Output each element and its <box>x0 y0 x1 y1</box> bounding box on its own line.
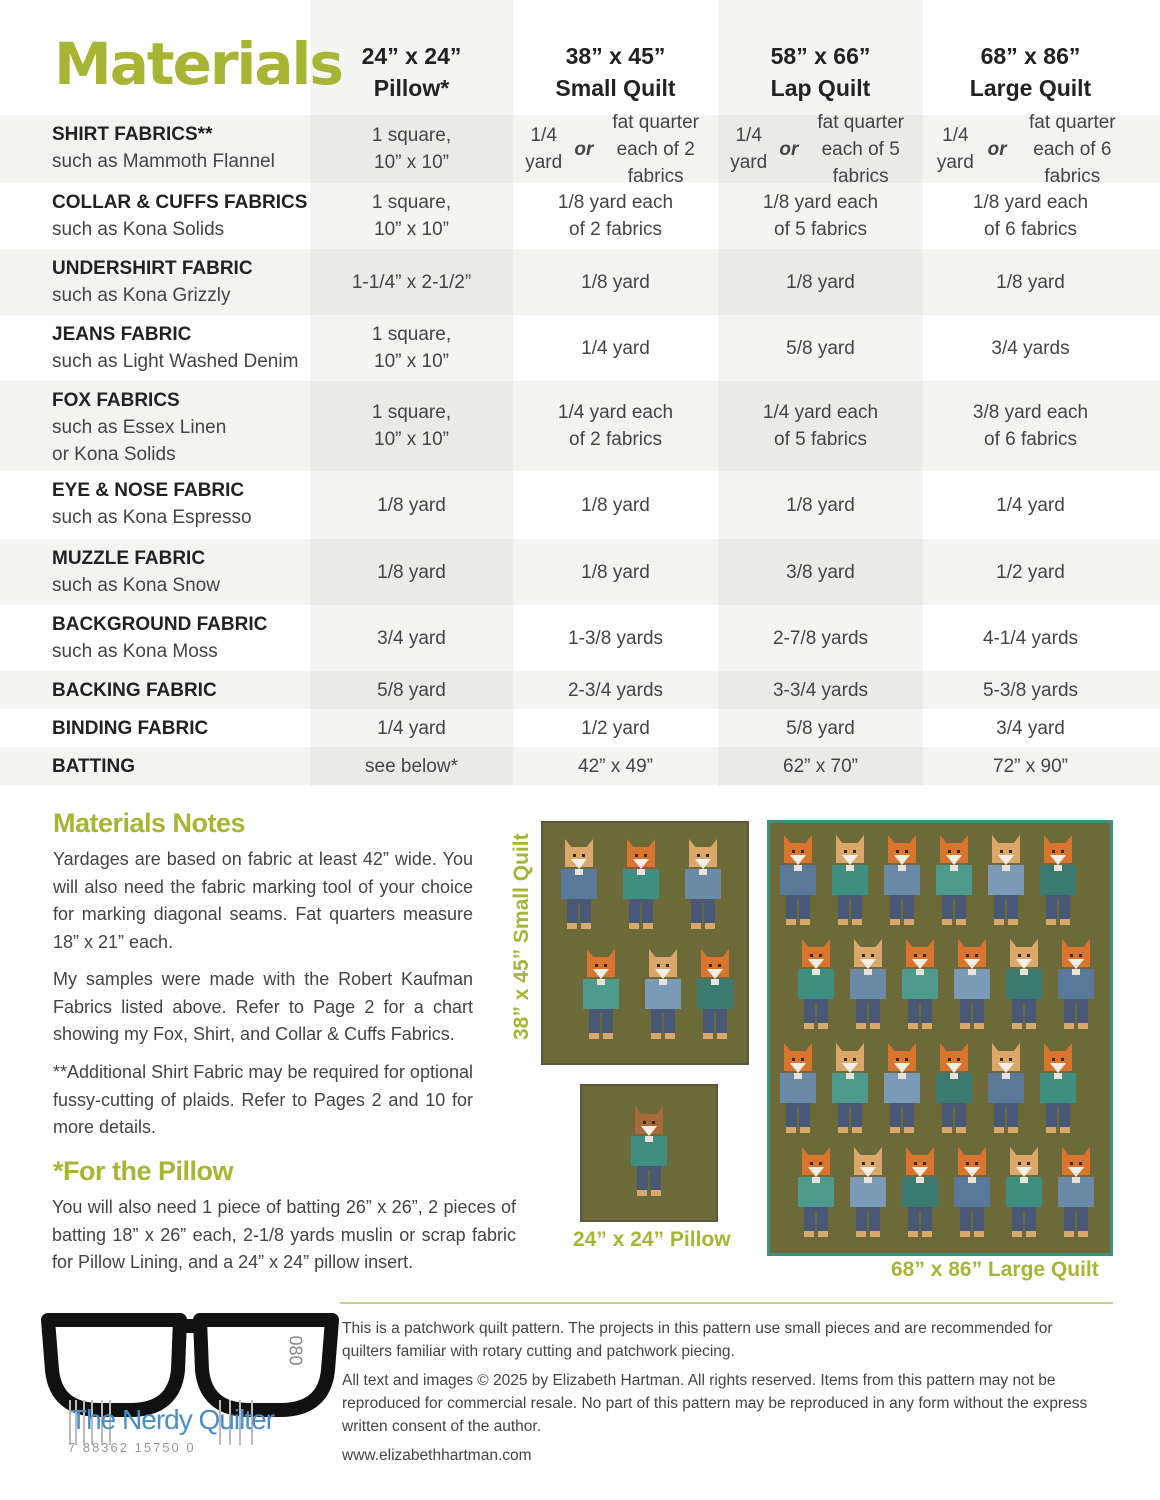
table-row <box>0 671 1160 709</box>
fabric-example: such as Essex Linen or Kona Solids <box>52 417 227 465</box>
row-label <box>52 189 307 243</box>
barcode-number: 7 88362 15750 0 <box>68 1440 196 1455</box>
cell-small-quilt: 1/4 yard or fat quarter each of 2 fabrics <box>525 111 699 187</box>
table-row <box>0 249 1160 315</box>
cell-pillow: 1/8 yard <box>377 561 446 583</box>
fabric-name: COLLAR & CUFFS FABRICS <box>52 192 308 213</box>
fabric-name: MUZZLE FABRIC <box>52 548 206 569</box>
cell-lap-quilt: 3/8 yard <box>786 561 855 583</box>
fox-block-icon <box>1056 937 1096 1032</box>
cell-large-quilt: 3/4 yard <box>996 717 1065 739</box>
fabric-name: EYE & NOSE FABRIC <box>52 480 245 501</box>
table-row <box>0 539 1160 605</box>
cell-pillow: 1/8 yard <box>377 494 446 516</box>
large-quilt-caption: 68” x 86” Large Quilt <box>891 1258 1099 1281</box>
pillow-image <box>580 1084 718 1222</box>
row-label <box>52 121 275 175</box>
table-row <box>0 471 1160 539</box>
notes-paragraph-3: **Additional Shirt Fabric may be required for optional fussy-cutting of plaids. Refer to Pages 2 and 10 for more details. <box>53 1062 473 1137</box>
row-label <box>52 611 267 665</box>
fox-block-icon <box>882 1041 922 1136</box>
cell-large-quilt: 1/8 yard each of 6 fabrics <box>972 192 1089 240</box>
fox-block-icon <box>1038 833 1078 928</box>
table-row <box>0 111 1160 187</box>
fabric-name: BACKING FABRIC <box>52 680 217 701</box>
cell-small-quilt: 1/2 yard <box>581 717 650 739</box>
fabric-example: such as Kona Grizzly <box>52 285 231 306</box>
fox-block-icon <box>848 1145 888 1240</box>
table-row <box>0 709 1160 747</box>
fox-block-icon <box>643 947 683 1042</box>
fox-block-icon <box>900 937 940 1032</box>
footer-website: www.elizabethhartman.com <box>342 1447 532 1464</box>
fabric-example: such as Mammoth Flannel <box>52 151 275 172</box>
cell-lap-quilt: 1/4 yard or fat quarter each of 5 fabrics <box>730 111 904 187</box>
fabric-example: such as Kona Moss <box>52 641 218 662</box>
cell-lap-quilt: 62” x 70” <box>783 755 858 777</box>
fox-block-icon <box>1038 1041 1078 1136</box>
cell-pillow: 5/8 yard <box>377 679 446 701</box>
cell-large-quilt: 3/4 yards <box>991 337 1070 359</box>
cell-pillow: 1-1/4” x 2-1/2” <box>351 271 472 293</box>
glasses-logo-icon <box>40 1310 340 1460</box>
fox-block-icon <box>629 1104 669 1199</box>
pillow-caption: 24” x 24” Pillow <box>573 1228 731 1251</box>
fox-block-icon <box>581 947 621 1042</box>
fabric-name: JEANS FABRIC <box>52 324 192 345</box>
notes-paragraph-2: My samples were made with the Robert Kaufman Fabrics listed above. Refer to Page 2 for a chart showing my Fox, Shirt, and Collar & Cuffs Fabrics. <box>53 969 473 1044</box>
row-label <box>52 387 226 468</box>
table-row <box>0 381 1160 471</box>
cell-pillow: 1/4 yard <box>377 717 446 739</box>
row-label <box>52 477 252 531</box>
footer-skill-note: This is a patchwork quilt pattern. The projects in this pattern use small pieces and are recommended for quilters familiar with rotary cutting and patchwork piecing. <box>342 1320 1053 1360</box>
fox-block-icon <box>1056 1145 1096 1240</box>
row-label <box>52 255 253 309</box>
cell-small-quilt: 1/8 yard <box>581 271 650 293</box>
fox-block-icon <box>934 833 974 928</box>
cell-lap-quilt: 5/8 yard <box>786 717 855 739</box>
fox-block-icon <box>796 937 836 1032</box>
small-quilt-caption: 38” x 45” Small Quilt <box>510 833 533 1040</box>
fox-block-icon <box>952 937 992 1032</box>
cell-small-quilt: 1/8 yard <box>581 494 650 516</box>
table-row <box>0 315 1160 381</box>
footer-divider <box>340 1302 1113 1304</box>
cell-large-quilt: 5-3/8 yards <box>982 679 1079 701</box>
cell-small-quilt: 1/8 yard each of 2 fabrics <box>557 192 674 240</box>
column-header-pillow: 24” x 24” Pillow* <box>361 43 462 101</box>
cell-lap-quilt: 5/8 yard <box>786 337 855 359</box>
cell-small-quilt: 2-3/4 yards <box>567 679 664 701</box>
fox-block-icon <box>683 837 723 932</box>
large-quilt-image <box>767 820 1113 1256</box>
fox-block-icon <box>882 833 922 928</box>
row-label <box>52 715 208 742</box>
cell-lap-quilt: 1/8 yard <box>786 271 855 293</box>
fox-block-icon <box>934 1041 974 1136</box>
fabric-name: BATTING <box>52 756 136 777</box>
row-label <box>52 753 135 780</box>
fox-block-icon <box>952 1145 992 1240</box>
cell-pillow: 1 square, 10” x 10” <box>371 324 452 372</box>
fox-block-icon <box>900 1145 940 1240</box>
cell-pillow: see below* <box>365 755 458 777</box>
pillow-text: You will also need 1 piece of batting 26” x 26”, 2 pieces of batting 18” x 26” each, 2-1/8 yards muslin or scrap fabric for Pillow Lining, and a 24” x 24” pillow insert. <box>52 1197 516 1272</box>
column-header-large-quilt: 68” x 86” Large Quilt <box>969 43 1092 101</box>
cell-large-quilt: 4-1/4 yards <box>982 627 1079 649</box>
cell-small-quilt: 1/4 yard each of 2 fabrics <box>557 402 674 450</box>
fabric-name: BINDING FABRIC <box>52 718 209 739</box>
fox-block-icon <box>778 833 818 928</box>
cell-lap-quilt: 1/4 yard each of 5 fabrics <box>762 402 879 450</box>
cell-large-quilt: 1/4 yard <box>996 494 1065 516</box>
cell-pillow: 1 square, 10” x 10” <box>371 402 452 450</box>
pillow-heading: *For the Pillow <box>53 1156 234 1186</box>
notes-paragraph-1: Yardages are based on fabric at least 42” wide. You will also need the fabric marking tool of your choice for marking diagonal seams. Fat quarters measure 18” x 21” each. <box>53 849 473 952</box>
row-label <box>52 545 220 599</box>
fox-block-icon <box>559 837 599 932</box>
row-label <box>52 677 217 704</box>
fabric-name: UNDERSHIRT FABRIC <box>52 258 253 279</box>
column-header-lap-quilt: 58” x 66” Lap Quilt <box>770 43 871 101</box>
barcode-code: 080 <box>285 1335 306 1366</box>
small-quilt-image <box>541 821 749 1065</box>
page-title: Materials <box>54 30 342 98</box>
fox-block-icon <box>1004 937 1044 1032</box>
cell-lap-quilt: 1/8 yard <box>786 494 855 516</box>
fox-block-icon <box>1004 1145 1044 1240</box>
cell-pillow: 1 square, 10” x 10” <box>371 192 452 240</box>
cell-pillow: 3/4 yard <box>377 627 446 649</box>
footer-copyright: All text and images © 2025 by Elizabeth Hartman. All rights reserved. Items from this pattern may not be reproduced for commercial resale. No part of this pattern may be reproduced in any form without the express written consent of the author. <box>342 1372 1088 1435</box>
fox-block-icon <box>796 1145 836 1240</box>
cell-small-quilt: 42” x 49” <box>578 755 653 777</box>
fox-block-icon <box>986 833 1026 928</box>
cell-lap-quilt: 3-3/4 yards <box>772 679 869 701</box>
table-row <box>0 183 1160 249</box>
fabric-name: SHIRT FABRICS** <box>52 124 213 145</box>
fox-block-icon <box>778 1041 818 1136</box>
fox-block-icon <box>695 947 735 1042</box>
fox-block-icon <box>830 833 870 928</box>
fox-block-icon <box>986 1041 1026 1136</box>
cell-large-quilt: 3/8 yard each of 6 fabrics <box>972 402 1089 450</box>
cell-small-quilt: 1-3/8 yards <box>567 627 664 649</box>
fox-block-icon <box>848 937 888 1032</box>
row-label <box>52 321 298 375</box>
cell-lap-quilt: 2-7/8 yards <box>772 627 869 649</box>
fabric-name: BACKGROUND FABRIC <box>52 614 268 635</box>
cell-pillow: 1 square, 10” x 10” <box>371 125 452 173</box>
fabric-example: such as Kona Espresso <box>52 507 252 528</box>
fabric-example: such as Light Washed Denim <box>52 351 299 372</box>
fabric-name: FOX FABRICS <box>52 390 180 411</box>
cell-large-quilt: 1/8 yard <box>996 271 1065 293</box>
table-row <box>0 747 1160 785</box>
cell-small-quilt: 1/4 yard <box>581 337 650 359</box>
fabric-example: such as Kona Solids <box>52 219 225 240</box>
cell-large-quilt: 72” x 90” <box>993 755 1068 777</box>
fabric-example: such as Kona Snow <box>52 575 220 596</box>
table-row <box>0 605 1160 671</box>
cell-large-quilt: 1/4 yard or fat quarter each of 6 fabrics <box>936 111 1116 187</box>
cell-large-quilt: 1/2 yard <box>996 561 1065 583</box>
cell-lap-quilt: 1/8 yard each of 5 fabrics <box>762 192 879 240</box>
fox-block-icon <box>621 837 661 932</box>
notes-heading: Materials Notes <box>53 808 246 838</box>
cell-small-quilt: 1/8 yard <box>581 561 650 583</box>
column-header-small-quilt: 38” x 45” Small Quilt <box>555 43 676 101</box>
logo-text: The Nerdy Quilter <box>70 1404 274 1435</box>
fox-block-icon <box>830 1041 870 1136</box>
